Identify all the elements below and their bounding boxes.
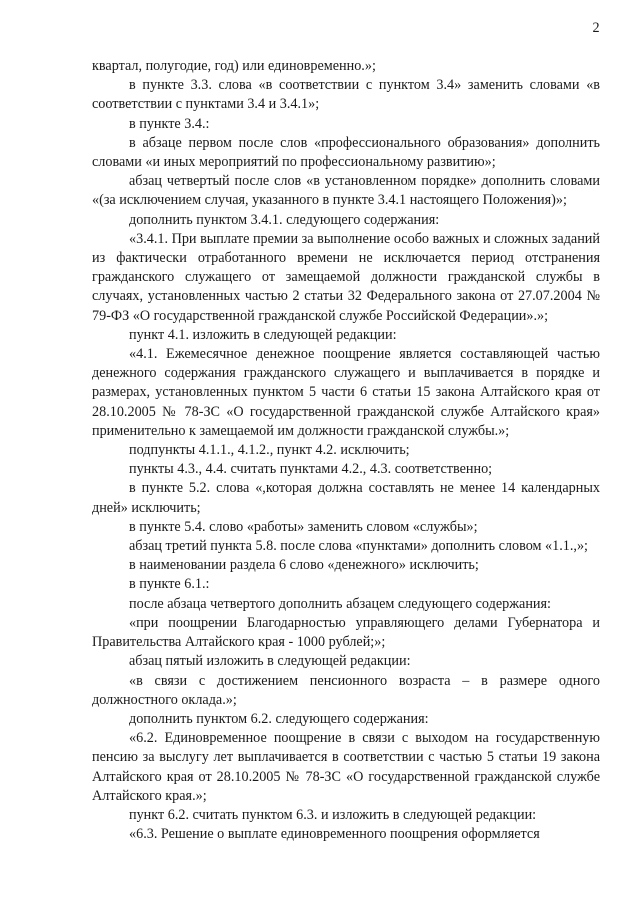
paragraph: в пункте 3.4.: (129, 115, 210, 132)
paragraph: в пункте 3.3. слова «в соответствии с пунктом 3.4» заменить словами «в соответствии с пунктами 3.4 и 3.4.1»; (92, 77, 600, 113)
paragraph: «в связи с достижением пенсионного возраста – в размере одного должностного оклада.»; (92, 672, 600, 708)
paragraph: после абзаца четвертого дополнить абзацем следующего содержания: (129, 595, 551, 612)
page-number: 2 (592, 20, 600, 36)
paragraph: подпункты 4.1.1., 4.1.2., пункт 4.2. исключить; (129, 442, 410, 459)
paragraph: «4.1. Ежемесячное денежное поощрение является составляющей частью денежного содержания гражданского служащего и выплачивается в порядке и размерах, установленных пунктом 5 части 6 статьи 15 закона Алтайского края от 28.10.2005 № 78-ЗС «О государственной гражданской службе Алтайского края» применительно к замещаемой им должности гражданской службы.»; (92, 346, 600, 439)
paragraph: в пункте 6.1.: (129, 576, 210, 593)
paragraph: «3.4.1. При выплате премии за выполнение особо важных и сложных заданий из фактически отработанного времени не исключается период отстранения гражданского служащего от замещаемой должности гражданской службы в случаях, установленных частью 2 статьи 32 Федерального закона от 27.07.2004 № 79-ФЗ «О государственной гражданской службе Российской Федерации».»; (92, 230, 600, 324)
paragraph: «при поощрении Благодарностью управляющего делами Губернатора и Правительства Алтайского края - 1000 рублей;»; (92, 614, 600, 651)
document-body (92, 57, 600, 844)
paragraph: квартал, полугодие, год) или единовременно.»; (92, 58, 376, 74)
paragraph: «6.2. Единовременное поощрение в связи с выходом на государственную пенсию за выслугу лет выплачивается в соответствии с частью 5 статьи 19 закона Алтайского края от 28.10.2005 № 78-ЗС «О государственной гражданской службе Алтайского края.»; (92, 730, 600, 804)
paragraph: дополнить пунктом 6.2. следующего содержания: (129, 710, 429, 727)
paragraph: пункт 4.1. изложить в следующей редакции: (129, 326, 397, 343)
paragraph: абзац третий пункта 5.8. после слова «пунктами» дополнить словом «1.1.,»; (129, 538, 589, 555)
paragraph: в абзаце первом после слов «профессионального образования» дополнить словами «и иных мероприятий по профессиональному развитию»; (92, 134, 600, 171)
paragraph: пункты 4.3., 4.4. считать пунктами 4.2., 4.3. соответственно; (129, 461, 493, 478)
paragraph: дополнить пунктом 3.4.1. следующего содержания: (129, 211, 440, 228)
paragraph: пункт 6.2. считать пунктом 6.3. и изложить в следующей редакции: (129, 806, 537, 823)
paragraph: в пункте 5.2. слова «,которая должна составлять не менее 14 календарных дней» исключить; (92, 480, 600, 516)
paragraph: абзац пятый изложить в следующей редакции: (129, 653, 411, 670)
paragraph: в наименовании раздела 6 слово «денежного» исключить; (129, 557, 479, 574)
paragraph: в пункте 5.4. слово «работы» заменить словом «службы»; (129, 518, 478, 535)
paragraph: «6.3. Решение о выплате единовременного поощрения оформляется (129, 826, 540, 843)
paragraph: абзац четвертый после слов «в установленном порядке» дополнить словами «(за исключением случая, указанного в пункте 3.4.1 настоящего Положения)»; (92, 173, 600, 209)
